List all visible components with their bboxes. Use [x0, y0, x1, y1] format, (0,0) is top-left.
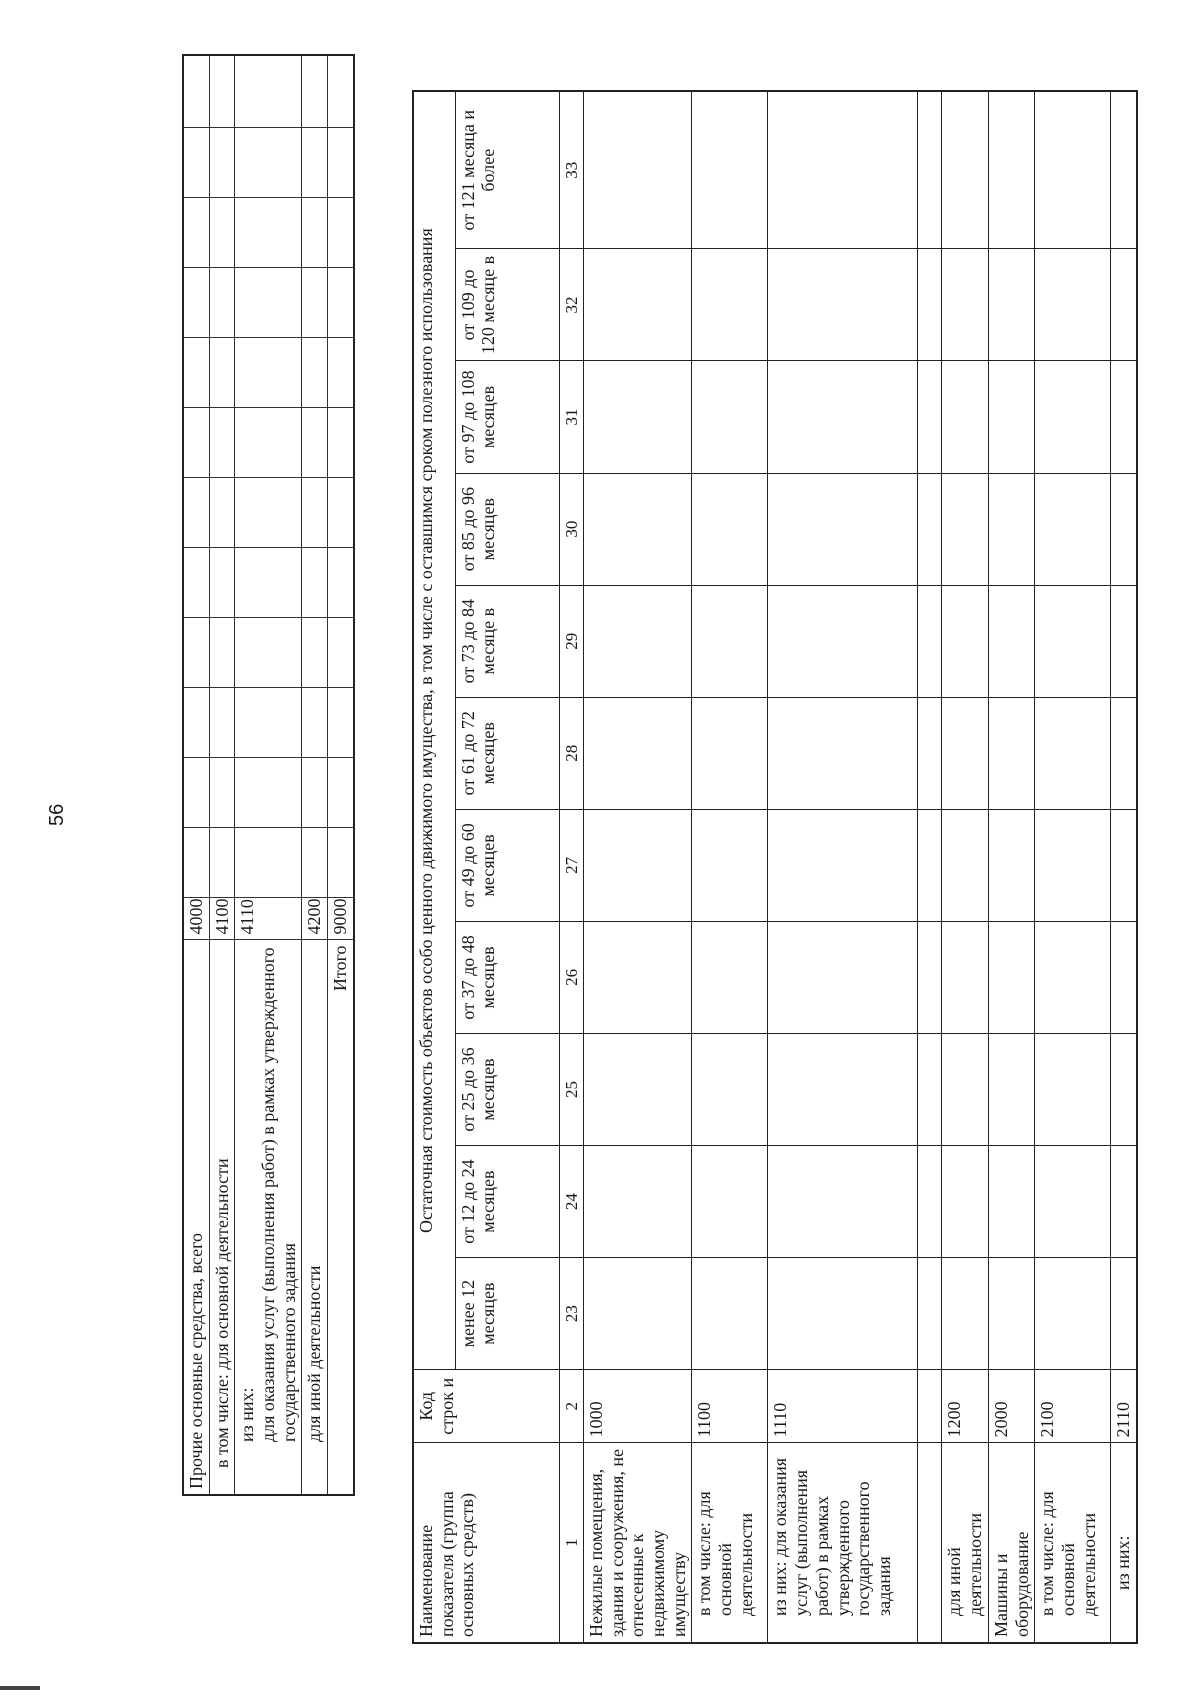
- row-label: Прочие основные средства, всего: [183, 940, 209, 1495]
- row-label: из них: для оказания услуг (выполнения работ) в рамках утвержденного государственного задания: [768, 1443, 918, 1643]
- header-row: [413, 91, 455, 1643]
- row-code: 4200: [302, 898, 328, 940]
- col-number: 29: [559, 585, 584, 697]
- row-code: 1200: [942, 1370, 988, 1443]
- col-number: 28: [559, 697, 584, 809]
- table-row: [918, 91, 942, 1643]
- row-label: из них:: [1111, 1443, 1137, 1643]
- period-header: от 25 до 36 месяцев: [455, 1033, 559, 1145]
- top-table-row: [328, 55, 354, 1495]
- row-code: [918, 1370, 942, 1443]
- row-label: [235, 940, 302, 1495]
- row-code: 9000: [328, 898, 354, 940]
- row-label-line2: для оказания услуг (выполнения работ) в рамках утвержденного государственного задания: [258, 947, 299, 1442]
- row-code: 1000: [584, 1370, 692, 1443]
- row-label-line1: из них:: [237, 1387, 258, 1442]
- period-header: от 49 до 60 месяцев: [455, 809, 559, 921]
- top-table-row: [235, 55, 302, 1495]
- top-table-row: [183, 55, 209, 1495]
- period-header: от 37 до 48 месяцев: [455, 921, 559, 1033]
- col-number: 31: [559, 361, 584, 473]
- col-number: 33: [559, 91, 584, 249]
- header-group-title: Остаточная стоимость объектов особо ценного движимого имущества, в том числе с оставшимся сроком полезного использования: [413, 91, 455, 1370]
- page-number: 56: [46, 803, 68, 826]
- row-label: [918, 1443, 942, 1643]
- table-row: [988, 91, 1034, 1643]
- row-code: 2110: [1111, 1370, 1137, 1443]
- row-label: для иной деятельности: [942, 1443, 988, 1643]
- top-table: [182, 54, 355, 1496]
- table-row: [1111, 91, 1137, 1643]
- period-header: менее 12 месяцев: [455, 1258, 559, 1370]
- row-label: Нежилые помещения, здания и сооружения, не отнесенные к недвижимому имуществу: [584, 1443, 692, 1643]
- row-code: 4000: [183, 898, 209, 940]
- col-number: 30: [559, 473, 584, 585]
- row-code: 2100: [1035, 1370, 1111, 1443]
- header-code-col: Код строк и: [413, 1370, 559, 1443]
- header-name-col: Наименование показателя (группа основных средств): [413, 1443, 559, 1643]
- top-table-wrapper: [182, 56, 351, 1496]
- column-numbers-row: [559, 91, 584, 1643]
- table-row: [584, 91, 692, 1643]
- col-number: 25: [559, 1033, 584, 1145]
- row-label: в том числе: для основной деятельности: [1035, 1443, 1111, 1643]
- main-table-wrapper: [412, 90, 1134, 1644]
- row-label: в том числе: для основной деятельности: [692, 1443, 768, 1643]
- col-number: 24: [559, 1146, 584, 1258]
- row-label: в том числе: для основной деятельности: [209, 940, 235, 1495]
- row-code: 2000: [988, 1370, 1034, 1443]
- table-row: [768, 91, 918, 1643]
- period-header: от 85 до 96 месяцев: [455, 473, 559, 585]
- period-header: от 109 до 120 месяце в: [455, 249, 559, 361]
- row-label: для иной деятельности: [302, 940, 328, 1495]
- col-number: 27: [559, 809, 584, 921]
- col-number: 23: [559, 1258, 584, 1370]
- row-code: 4110: [235, 898, 302, 940]
- scan-edge-mark: [0, 1686, 40, 1690]
- period-header: от 12 до 24 месяцев: [455, 1146, 559, 1258]
- period-header: от 61 до 72 месяцев: [455, 697, 559, 809]
- row-code: 1110: [768, 1370, 918, 1443]
- col-number: 1: [559, 1443, 584, 1643]
- period-header: от 73 до 84 месяце в: [455, 585, 559, 697]
- period-header: от 121 месяца и более: [455, 91, 559, 249]
- col-number: 2: [559, 1370, 584, 1443]
- row-label: Итого: [328, 940, 354, 1495]
- row-label: Машины и оборудование: [988, 1443, 1034, 1643]
- table-row: [1035, 91, 1111, 1643]
- row-code: 1100: [692, 1370, 768, 1443]
- row-code: 4100: [209, 898, 235, 940]
- top-table-row: [209, 55, 235, 1495]
- period-header: от 97 до 108 месяцев: [455, 361, 559, 473]
- top-table-row: [302, 55, 328, 1495]
- table-row: [692, 91, 768, 1643]
- table-row: [942, 91, 988, 1643]
- main-table: [412, 90, 1138, 1644]
- col-number: 26: [559, 921, 584, 1033]
- col-number: 32: [559, 249, 584, 361]
